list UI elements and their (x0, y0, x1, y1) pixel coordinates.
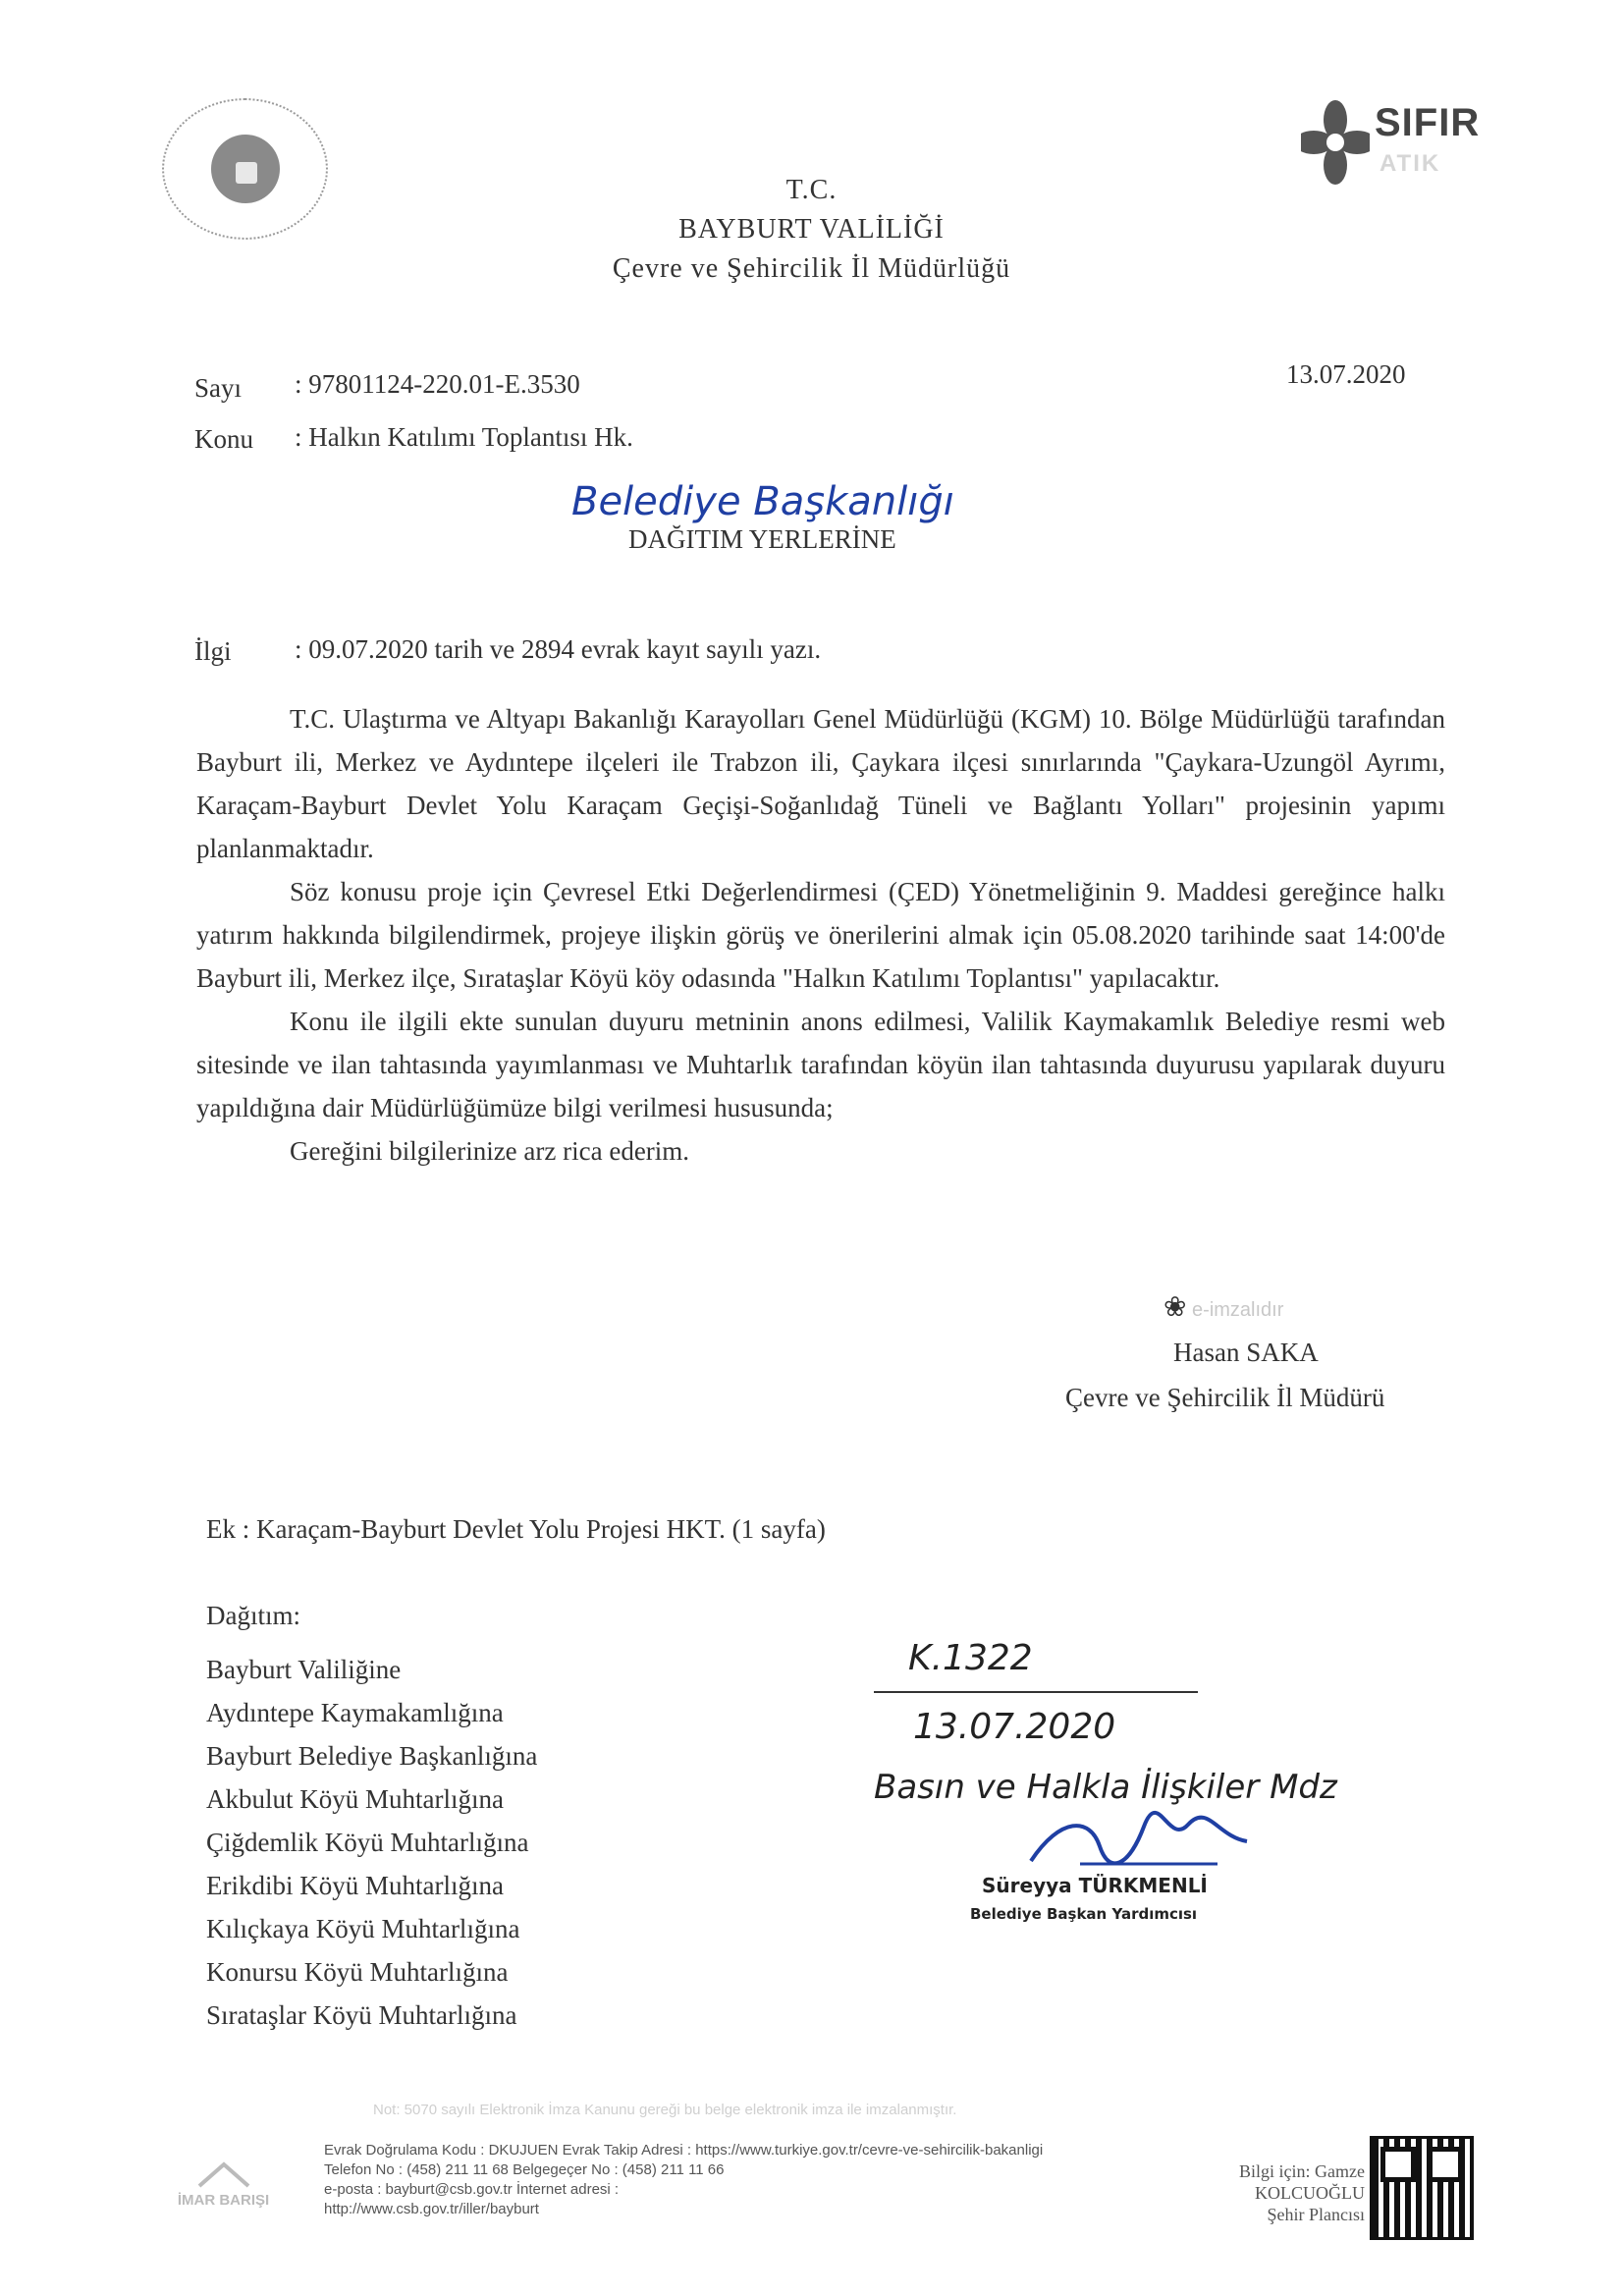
handwritten-routing: Basın ve Halkla İlişkiler Mdz (874, 1768, 1337, 1807)
header-mudurluk: Çevre ve Şehircilik İl Müdürlüğü (612, 253, 1011, 284)
logo-sub: ATIK (1380, 150, 1441, 177)
handwritten-signature (1021, 1807, 1257, 1876)
sifir-atik-flower-icon (1301, 98, 1370, 187)
list-item: Aydıntepe Kaymakamlığına (206, 1698, 504, 1727)
qr-code-icon (1373, 2139, 1471, 2237)
house-icon (194, 2160, 253, 2188)
list-item: Konursu Köyü Muhtarlığına (206, 1957, 509, 1987)
contact-block (1178, 2160, 1365, 2225)
handwritten-divider (874, 1691, 1198, 1693)
letter-body (196, 697, 1445, 1173)
contact-line-1: Bilgi için: Gamze (1239, 2161, 1365, 2181)
list-item: Sırataşlar Köyü Muhtarlığına (206, 2000, 517, 2030)
handwritten-registry-number: K.1322 (908, 1638, 1033, 1678)
eimza-label: e-imzalıdır (1192, 1299, 1284, 1321)
list-item: Akbulut Köyü Muhtarlığına (206, 1784, 504, 1814)
signer-name: Hasan SAKA (1173, 1338, 1319, 1367)
ilgi-value: : 09.07.2020 tarih ve 2894 evrak kayıt sayılı yazı. (295, 634, 822, 664)
eimza-block (1163, 1290, 1283, 1323)
contact-line-2: KOLCUOĞLU (1255, 2183, 1365, 2203)
footer-note: Not: 5070 sayılı Elektronik İmza Kanunu gereği bu belge elektronik imza ile imzalanmıştır. (373, 2102, 957, 2118)
konu-value: : Halkın Katılımı Toplantısı Hk. (295, 422, 633, 452)
list-item: Çiğdemlik Köyü Muhtarlığına (206, 1828, 529, 1857)
imar-barisi-text: İMAR BARIŞI (177, 2192, 270, 2209)
sayi-value: : 97801124-220.01-E.3530 (295, 369, 580, 399)
konu-label: Konu (194, 424, 253, 454)
signer-title: Çevre ve Şehircilik İl Müdürü (1065, 1383, 1385, 1412)
stamp-name: Süreyya TÜRKMENLİ (982, 1874, 1208, 1897)
imar-barisi-logo (177, 2160, 270, 2229)
body-paragraph-2: Söz konusu proje için Çevresel Etki Değerlendirmesi (ÇED) Yönetmeliğinin 9. Maddesi gereğince halkı yatırım hakkında bilgilendirmek, projeye ilişkin görüş ve önerilerini almak için 05.08.2020 tarihinde saat 14:00'de Bayburt ili, Merkez ilçe, Sırataşlar Köyü köy odasında "Halkın Katılımı Toplantısı" yapılacaktır. (196, 877, 1445, 993)
footer-line-4: http://www.csb.gov.tr/iller/bayburt (324, 2201, 539, 2217)
header-tc: T.C. (785, 175, 838, 205)
stamp-title: Belediye Başkan Yardımcısı (970, 1905, 1198, 1923)
document-date: 13.07.2020 (1286, 359, 1406, 389)
list-item: Bayburt Valiliğine (206, 1655, 402, 1684)
body-paragraph-4: Gereğini bilgilerinize arz rica ederim. (290, 1136, 690, 1166)
sayi-label: Sayı (194, 373, 243, 403)
header-valilik: BAYBURT VALİLİĞİ (678, 214, 945, 245)
body-paragraph-1: T.C. Ulaştırma ve Altyapı Bakanlığı Karayolları Genel Müdürlüğü (KGM) 10. Bölge Müdürlüğü tarafından Bayburt ili, Merkez ve Aydıntepe ilçeleri ile Trabzon ili, Çaykara ilçesi sınırlarında "Çaykara-Uzungöl Ayrımı, Karaçam-Bayburt Devlet Yolu Karaçam Geçişi-Soğanlıdağ Tüneli ve Bağlantı Yolları" projesinin yapımı planlanmaktadır. (196, 704, 1445, 863)
list-item: Erikdibi Köyü Muhtarlığına (206, 1871, 504, 1900)
recipient: DAĞITIM YERLERİNE (628, 524, 896, 554)
eimza-icon: ❀ (1163, 1291, 1187, 1322)
handwritten-date: 13.07.2020 (913, 1707, 1116, 1747)
footer-line-1: Evrak Doğrulama Kodu : DKUJUEN Evrak Takip Adresi : https://www.turkiye.gov.tr/cevre-ve-sehircilik-bakanligi (324, 2142, 1044, 2159)
handwritten-recipient: Belediye Başkanlığı (571, 479, 954, 524)
body-paragraph-3: Konu ile ilgili ekte sunulan duyuru metninin anons edilmesi, Valilik Kaymakamlık Belediye resmi web sitesinde ve ilan tahtasında yayımlanması ve Muhtarlık tarafından köyün ilan tahtasında duyurusu yapılarak duyuru yapıldığına dair Müdürlüğümüze bilgi verilmesi hususunda; (196, 1007, 1445, 1122)
distribution-list (206, 1648, 537, 2037)
footer-line-2: Telefon No : (458) 211 11 68 Belgegeçer No : (458) 211 11 66 (324, 2161, 725, 2178)
logo-word: SIFIR (1375, 101, 1481, 144)
distribution-label: Dağıtım: (206, 1601, 300, 1630)
footer-line-3: e-posta : bayburt@csb.gov.tr İnternet adresi : (324, 2181, 620, 2198)
ilgi-label: İlgi (194, 636, 232, 666)
list-item: Kılıçkaya Köyü Muhtarlığına (206, 1914, 520, 1943)
attachment-note: Ek : Karaçam-Bayburt Devlet Yolu Projesi HKT. (1 sayfa) (206, 1514, 826, 1544)
list-item: Bayburt Belediye Başkanlığına (206, 1741, 538, 1771)
contact-line-3: Şehir Plancısı (1267, 2205, 1365, 2224)
